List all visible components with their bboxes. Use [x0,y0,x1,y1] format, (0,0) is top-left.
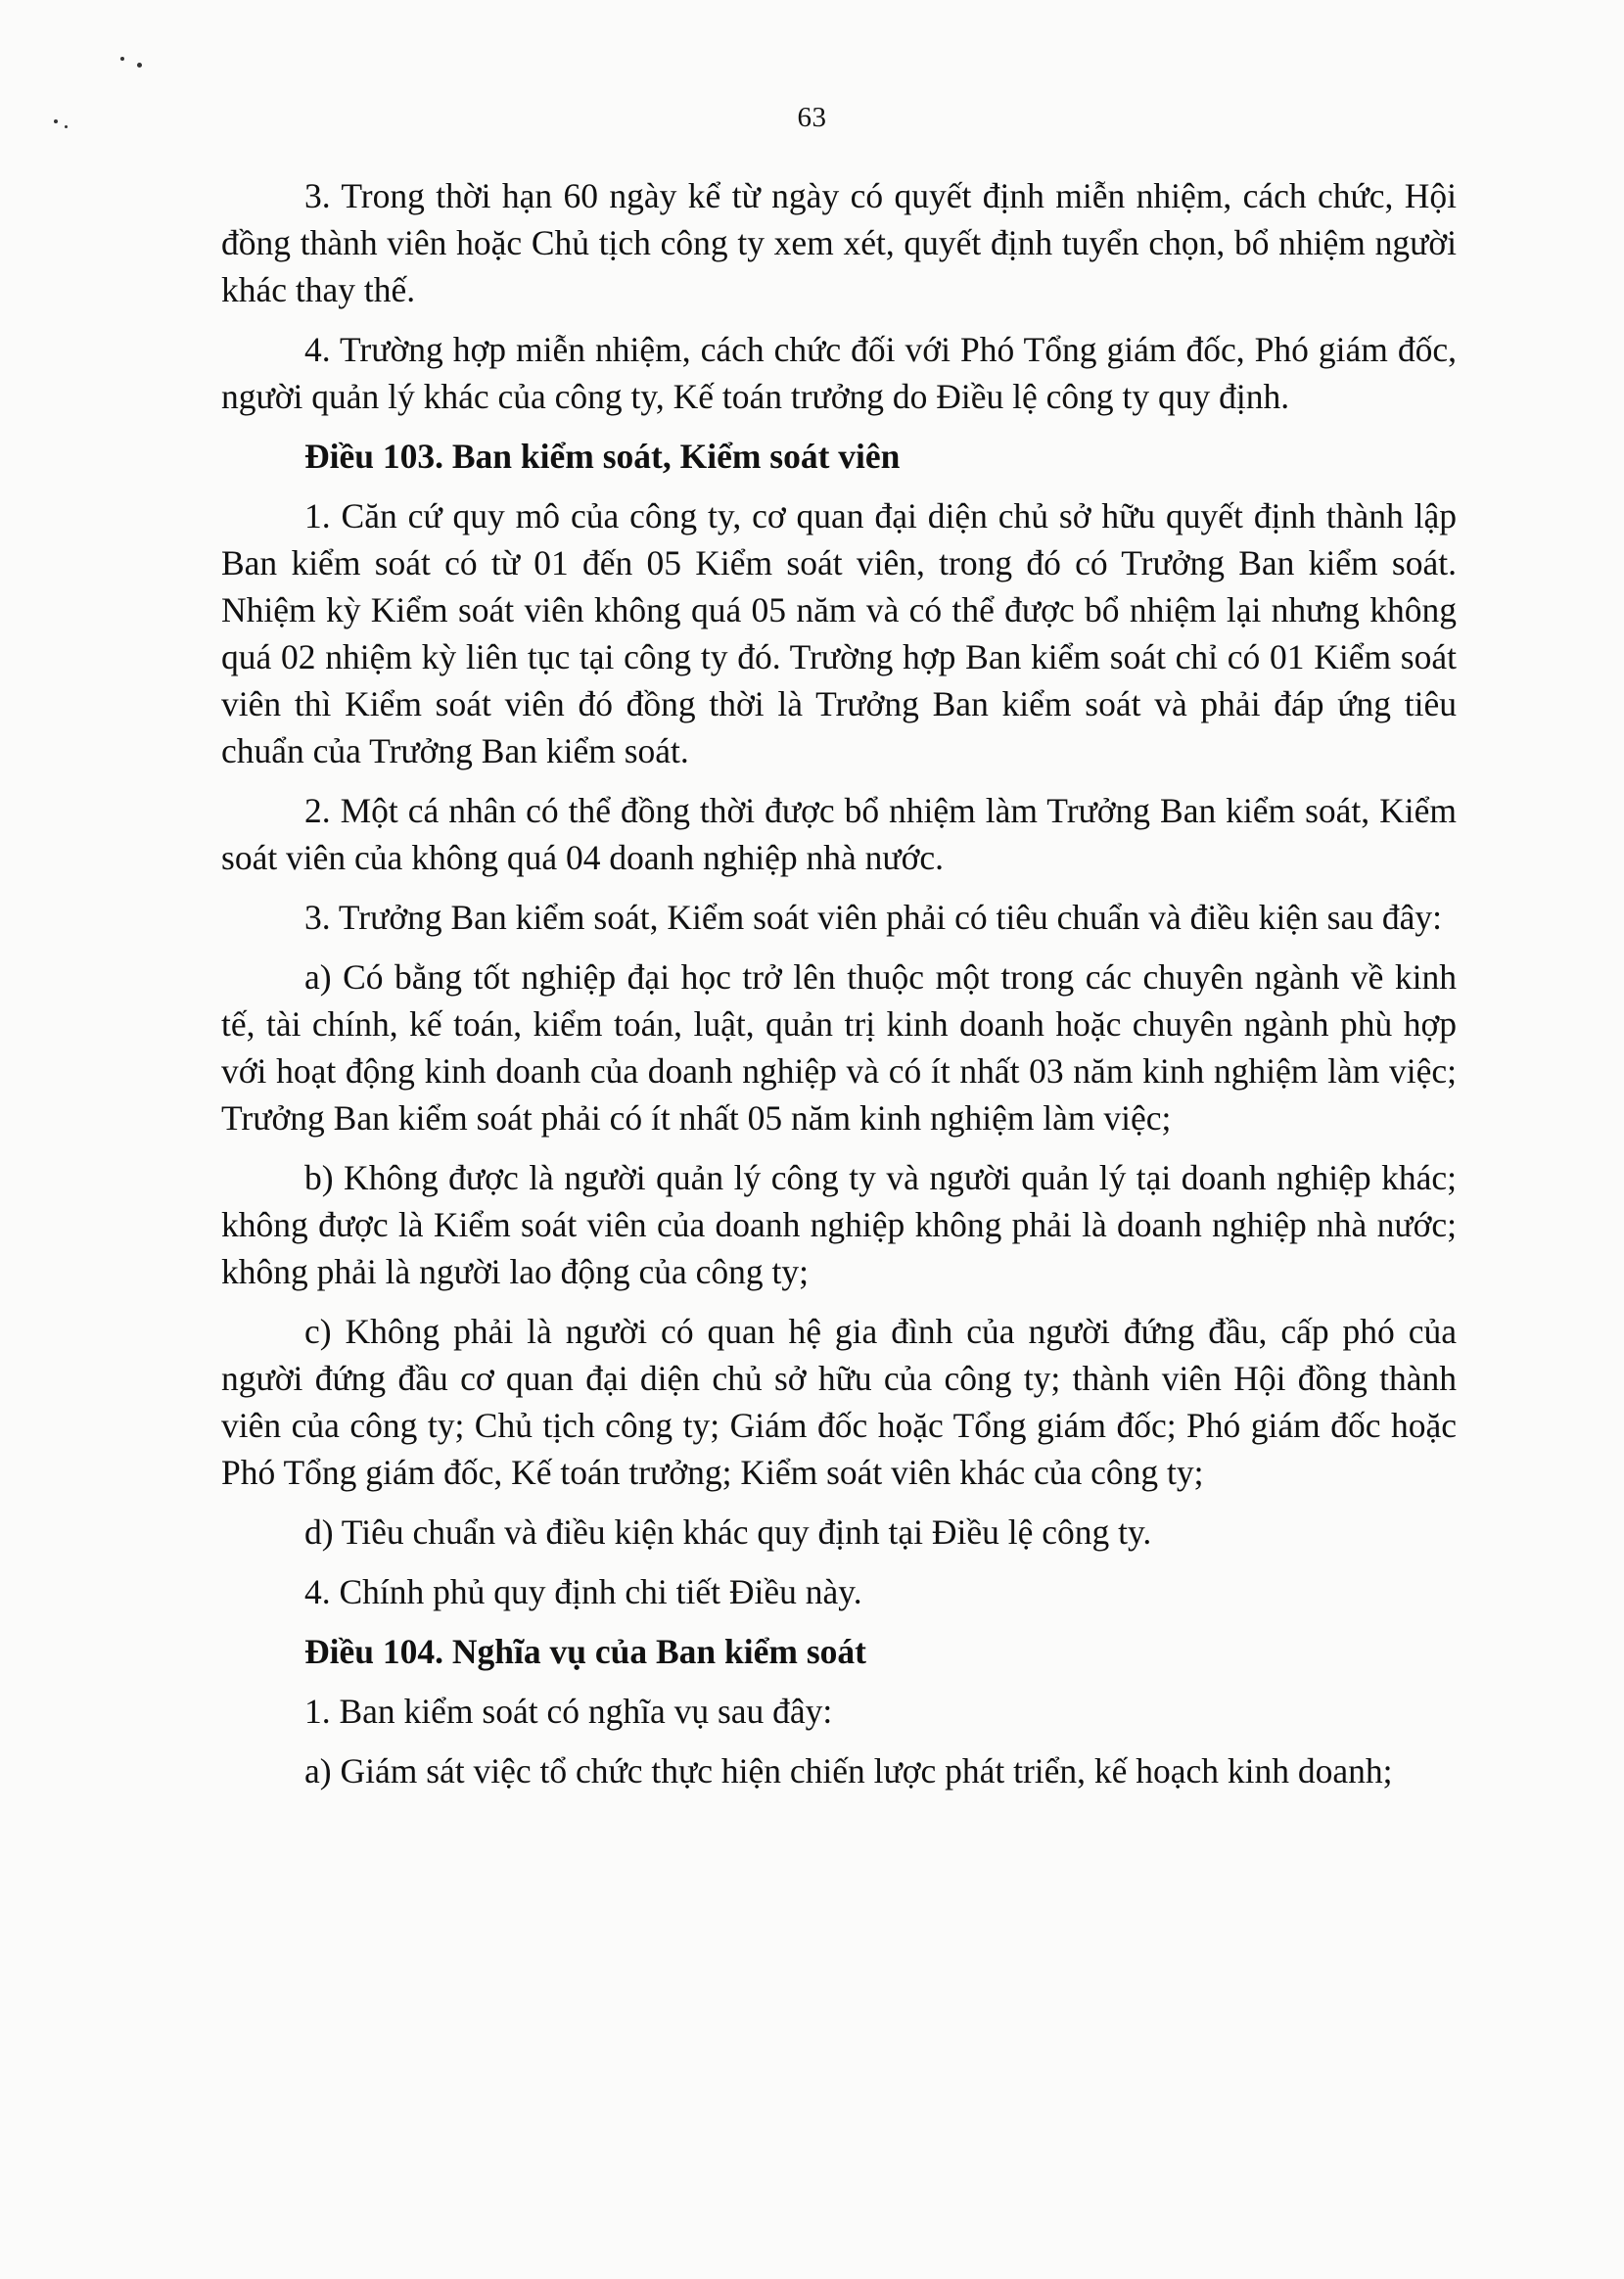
paragraph: 4. Chính phủ quy định chi tiết Điều này. [304,1572,862,1611]
paragraph: 3. Trong thời hạn 60 ngày kể từ ngày có quyết định miễn nhiệm, cách chức, Hội đồng thành viên hoặc Chủ tịch công ty xem xét, quyết định tuyển chọn, bổ nhiệm người khác thay thế. [221,176,1457,309]
page-number: 63 [797,102,827,133]
paragraph: 4. Trường hợp miễn nhiệm, cách chức đối với Phó Tổng giám đốc, Phó giám đốc, người quản lý khác của công ty, Kế toán trưởng do Điều lệ công ty quy định. [221,330,1457,416]
paragraph: 1. Căn cứ quy mô của công ty, cơ quan đại diện chủ sở hữu quyết định thành lập Ban kiểm soát có từ 01 đến 05 Kiểm soát viên, trong đó có Trưởng Ban kiểm soát. Nhiệm kỳ Kiểm soát viên không quá 05 năm và có thể được bổ nhiệm lại nhưng không quá 02 nhiệm kỳ liên tục tại công ty đó. Trường hợp Ban kiểm soát chỉ có 01 Kiểm soát viên thì Kiểm soát viên đó đồng thời là Trưởng Ban kiểm soát và phải đáp ứng tiêu chuẩn của Trưởng Ban kiểm soát. [221,496,1457,770]
paragraph: d) Tiêu chuẩn và điều kiện khác quy định tại Điều lệ công ty. [304,1512,1152,1552]
paragraph: a) Có bằng tốt nghiệp đại học trở lên thuộc một trong các chuyên ngành về kinh tế, tài chính, kế toán, kiểm toán, luật, quản trị kinh doanh hoặc chuyên ngành phù hợp với hoạt động kinh doanh của doanh nghiệp và có ít nhất 03 năm kinh nghiệm làm việc; Trưởng Ban kiểm soát phải có ít nhất 05 năm kinh nghiệm làm việc; [221,957,1457,1138]
paragraph: a) Giám sát việc tổ chức thực hiện chiến lược phát triển, kế hoạch kinh doanh; [304,1751,1393,1791]
paragraph: 1. Ban kiểm soát có nghĩa vụ sau đây: [304,1692,833,1731]
paragraph: b) Không được là người quản lý công ty và người quản lý tại doanh nghiệp khác; không được là Kiểm soát viên của doanh nghiệp không phải là doanh nghiệp nhà nước; không phải là người lao động của công ty; [221,1158,1457,1291]
paragraph: 3. Trưởng Ban kiểm soát, Kiểm soát viên phải có tiêu chuẩn và điều kiện sau đây: [304,898,1442,937]
article-heading: Điều 104. Nghĩa vụ của Ban kiểm soát [304,1632,866,1671]
document-body [221,172,1457,1807]
paragraph: 2. Một cá nhân có thể đồng thời được bổ nhiệm làm Trưởng Ban kiểm soát, Kiểm soát viên của không quá 04 doanh nghiệp nhà nước. [221,791,1457,877]
article-heading: Điều 103. Ban kiểm soát, Kiểm soát viên [304,437,901,476]
scan-speck [137,63,142,68]
paragraph: c) Không phải là người có quan hệ gia đình của người đứng đầu, cấp phó của người đứng đầu cơ quan đại diện chủ sở hữu của công ty; thành viên Hội đồng thành viên của công ty; Chủ tịch công ty; Giám đốc hoặc Tổng giám đốc; Phó giám đốc hoặc Phó Tổng giám đốc, Kế toán trưởng; Kiểm soát viên khác của công ty; [221,1312,1457,1492]
scan-speck [120,57,124,61]
